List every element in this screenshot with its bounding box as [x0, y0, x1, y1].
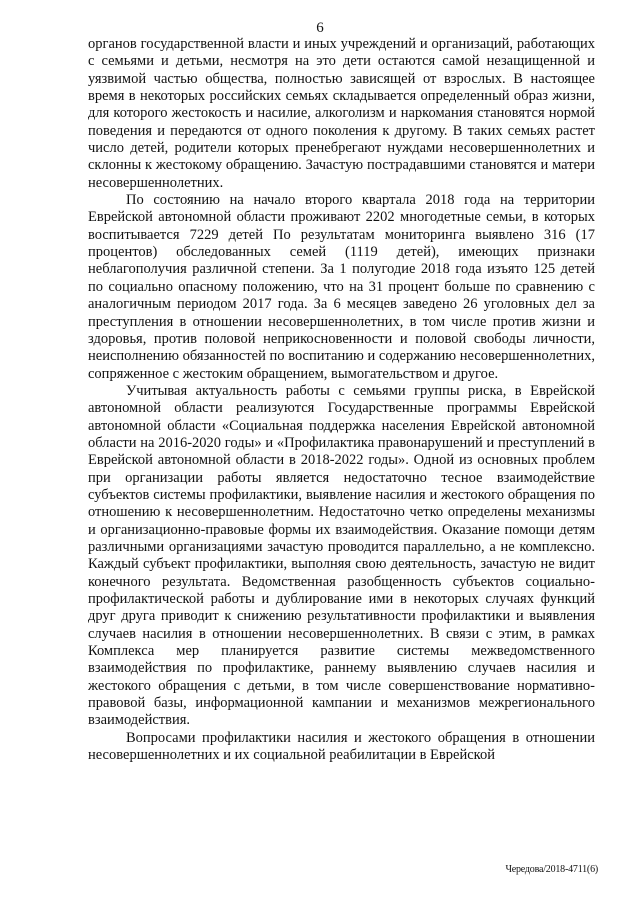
paragraph-prevention: Вопросами профилактики насилия и жестокого обращения в отношении несовершеннолетних и их социальной реабилитации в Еврейской	[88, 729, 595, 764]
document-body	[88, 36, 595, 764]
paragraph-statistics: По состоянию на начало второго квартала 2018 года на территории Еврейской автономной области проживают 2202 многодетные семьи, в которых воспитывается 7229 детей По результатам мониторинга выявлено 316 (17 процентов) обследованных семей (1119 детей), имеющих признаки неблагополучия различной степени. За 1 полугодие 2018 года изъято 125 детей по социально опасному положению, что на 31 процент больше по сравнению с аналогичным периодом 2017 года. За 6 месяцев заведено 26 уголовных дел за преступления в отношении несовершеннолетних, в том числе против жизни и здоровья, против половой неприкосновенности и половой свободы личности, неисполнению обязанностей по воспитанию и содержанию несовершеннолетних, сопряженное с жестоким обращением, вымогательством и другое.	[88, 192, 595, 382]
document-footer-code: Чередова/2018-4711(6)	[505, 864, 598, 875]
paragraph-programs: Учитывая актуальность работы с семьями группы риска, в Еврейской автономной области реализуются Государственные программы Еврейской автономной области «Социальная поддержка населения Еврейской автономной области на 2016-2020 годы» и «Профилактика правонарушений и преступлений в Еврейской автономной области в 2018-2022 годы». Одной из основных проблем при организации работы является недостаточно тесное взаимодействие субъектов системы профилактики, выявление насилия и жестокого обращения по отношению к несовершеннолетним. Недостаточно четко определены механизмы и организационно-правовые формы их взаимодействия. Оказание помощи детям различными организациями зачастую проводится параллельно, а не комплексно. Каждый субъект профилактики, выполняя свою деятельность, зачастую не видит конечного результата. Ведомственная разобщенность субъектов социально-профилактической работы и дублирование ими в некоторых случаях функций друг друга приводит к снижению результативности профилактики и выявления случаев насилия в отношении несовершеннолетних. В связи с этим, в рамках Комплекса мер планируется развитие системы межведомственного взаимодействия по профилактике, раннему выявлению случаев насилия и жестокого обращения с детьми, в том числе совершенствование нормативно-правовой базы, информационной кампании и механизмов межрегионального взаимодействия.	[88, 382, 595, 729]
page-number: 6	[316, 20, 324, 36]
paragraph-continuation: органов государственной власти и иных учреждений и организаций, работающих с семьями и детьми, несмотря на это дети остаются самой незащищенной и уязвимой частью общества, полностью зависящей от взрослых. В настоящее время в некоторых российских семьях складывается определенный образ жизни, для которого жестокость и насилие, алкоголизм и наркомания становятся нормой поведения и передаются от одного поколения к другому. В таких семьях растет число детей, родители которых пренебрегают нуждами несовершеннолетних и склонны к жестокому обращению. Зачастую пострадавшими становятся и матери несовершеннолетних.	[88, 36, 595, 191]
